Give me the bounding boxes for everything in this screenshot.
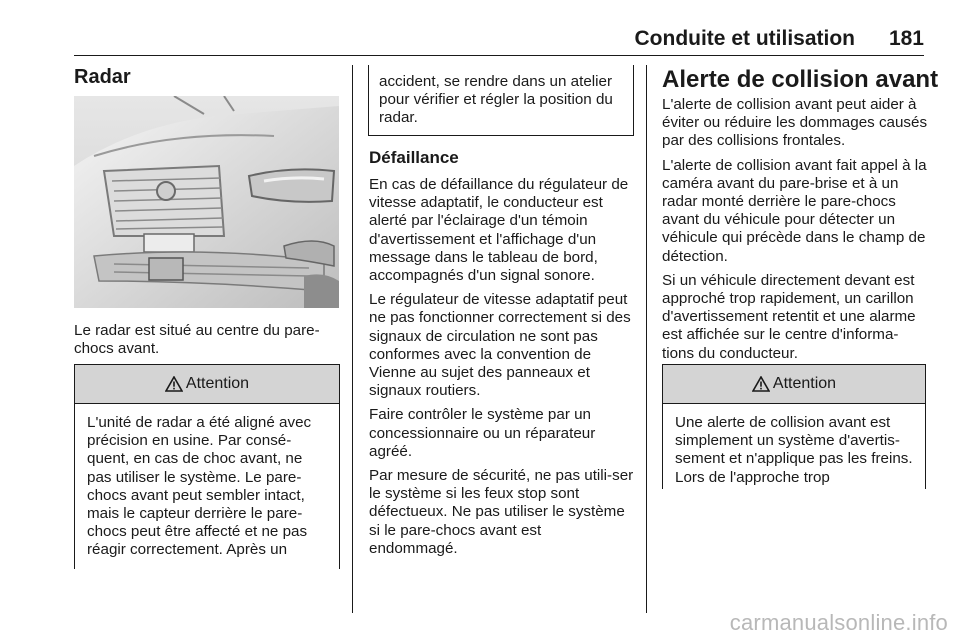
warning-heading: Attention [185,375,250,392]
warning-continued-text: accident, se rendre dans un atelier pour vérifier et régler la position du radar. [379,73,613,127]
paragraph: En cas de défaillance du régulateur de vitesse adaptatif, le conducteur est alerté par l'éclairage d'un témoin d'avertissement et l'affichage d'un message dans le tableau de bord, accompagnés d'un signal sonore. [369,176,629,285]
paragraph: L'alerte de collision avant peut aider à éviter ou réduire les dommages causés par des collisions frontales. [662,96,928,150]
warning-heading: Attention [772,375,837,392]
page-number: 181 [888,27,924,50]
fcw-text [662,96,928,363]
car-front-radar-icon [74,96,339,308]
warning-box-fcw [662,364,926,489]
warning-text: L'unité de radar a été aligné avec précision en usine. Par consé-quent, en cas de choc avant, ne pas utiliser le système. Le pare-chocs avant peut sembler intact, mais le capteur derrière le pare-chocs peut être affecté et ne pas réagir correctement. Après un [87,414,312,559]
warning-triangle-icon [165,376,183,392]
section-title-radar: Radar [74,66,131,88]
warning-text: Une alerte de collision avant est simplement un système d'avertis-sement et n'applique pas les freins. Lors de l'approche trop [675,414,913,486]
section-title-fcw: Alerte de collision avant [662,66,939,93]
watermark: carmanualsonline.info [729,610,948,635]
paragraph: Par mesure de sécurité, ne pas utili-ser le système si les feux stop sont défectueux. Ne pas utiliser le système si le pare-chocs avant est endommagé. [369,467,634,557]
paragraph: Si un véhicule directement devant est approché trop rapidement, un carillon d'avertissement retentit et une alarme est affichée sur le centre d'informa-tions du conducteur. [662,271,916,362]
car-front-radar-image [74,96,339,308]
warning-header [663,365,925,404]
warning-box-continued [368,65,634,136]
warning-box-radar [74,364,340,569]
subtitle-defaillance: Défaillance [369,148,459,167]
warning-header [75,365,339,404]
paragraph: L'alerte de collision avant fait appel à la caméra avant du pare-brise et à un radar monté derrière le pare-chocs avant du véhicule pour détecter un véhicule qui précède dans le champ de détection. [662,156,927,265]
column-divider-2 [646,65,647,613]
column-divider-1 [352,65,353,613]
paragraph: Faire contrôler le système par un concessionnaire ou un réparateur agréé. [369,406,596,460]
defaillance-text [369,176,634,558]
paragraph: Le régulateur de vitesse adaptatif peut ne pas fonctionner correctement si des signaux de circulation ne sont pas conformes avec la convention de Vienne au sujet des panneaux et signaux routiers. [369,291,631,400]
warning-triangle-icon [752,376,770,392]
header-rule [74,55,924,56]
page-header [0,0,960,58]
radar-caption: Le radar est situé au centre du pare-chocs avant. [74,322,320,358]
header-title: Conduite et utilisation [634,27,855,50]
